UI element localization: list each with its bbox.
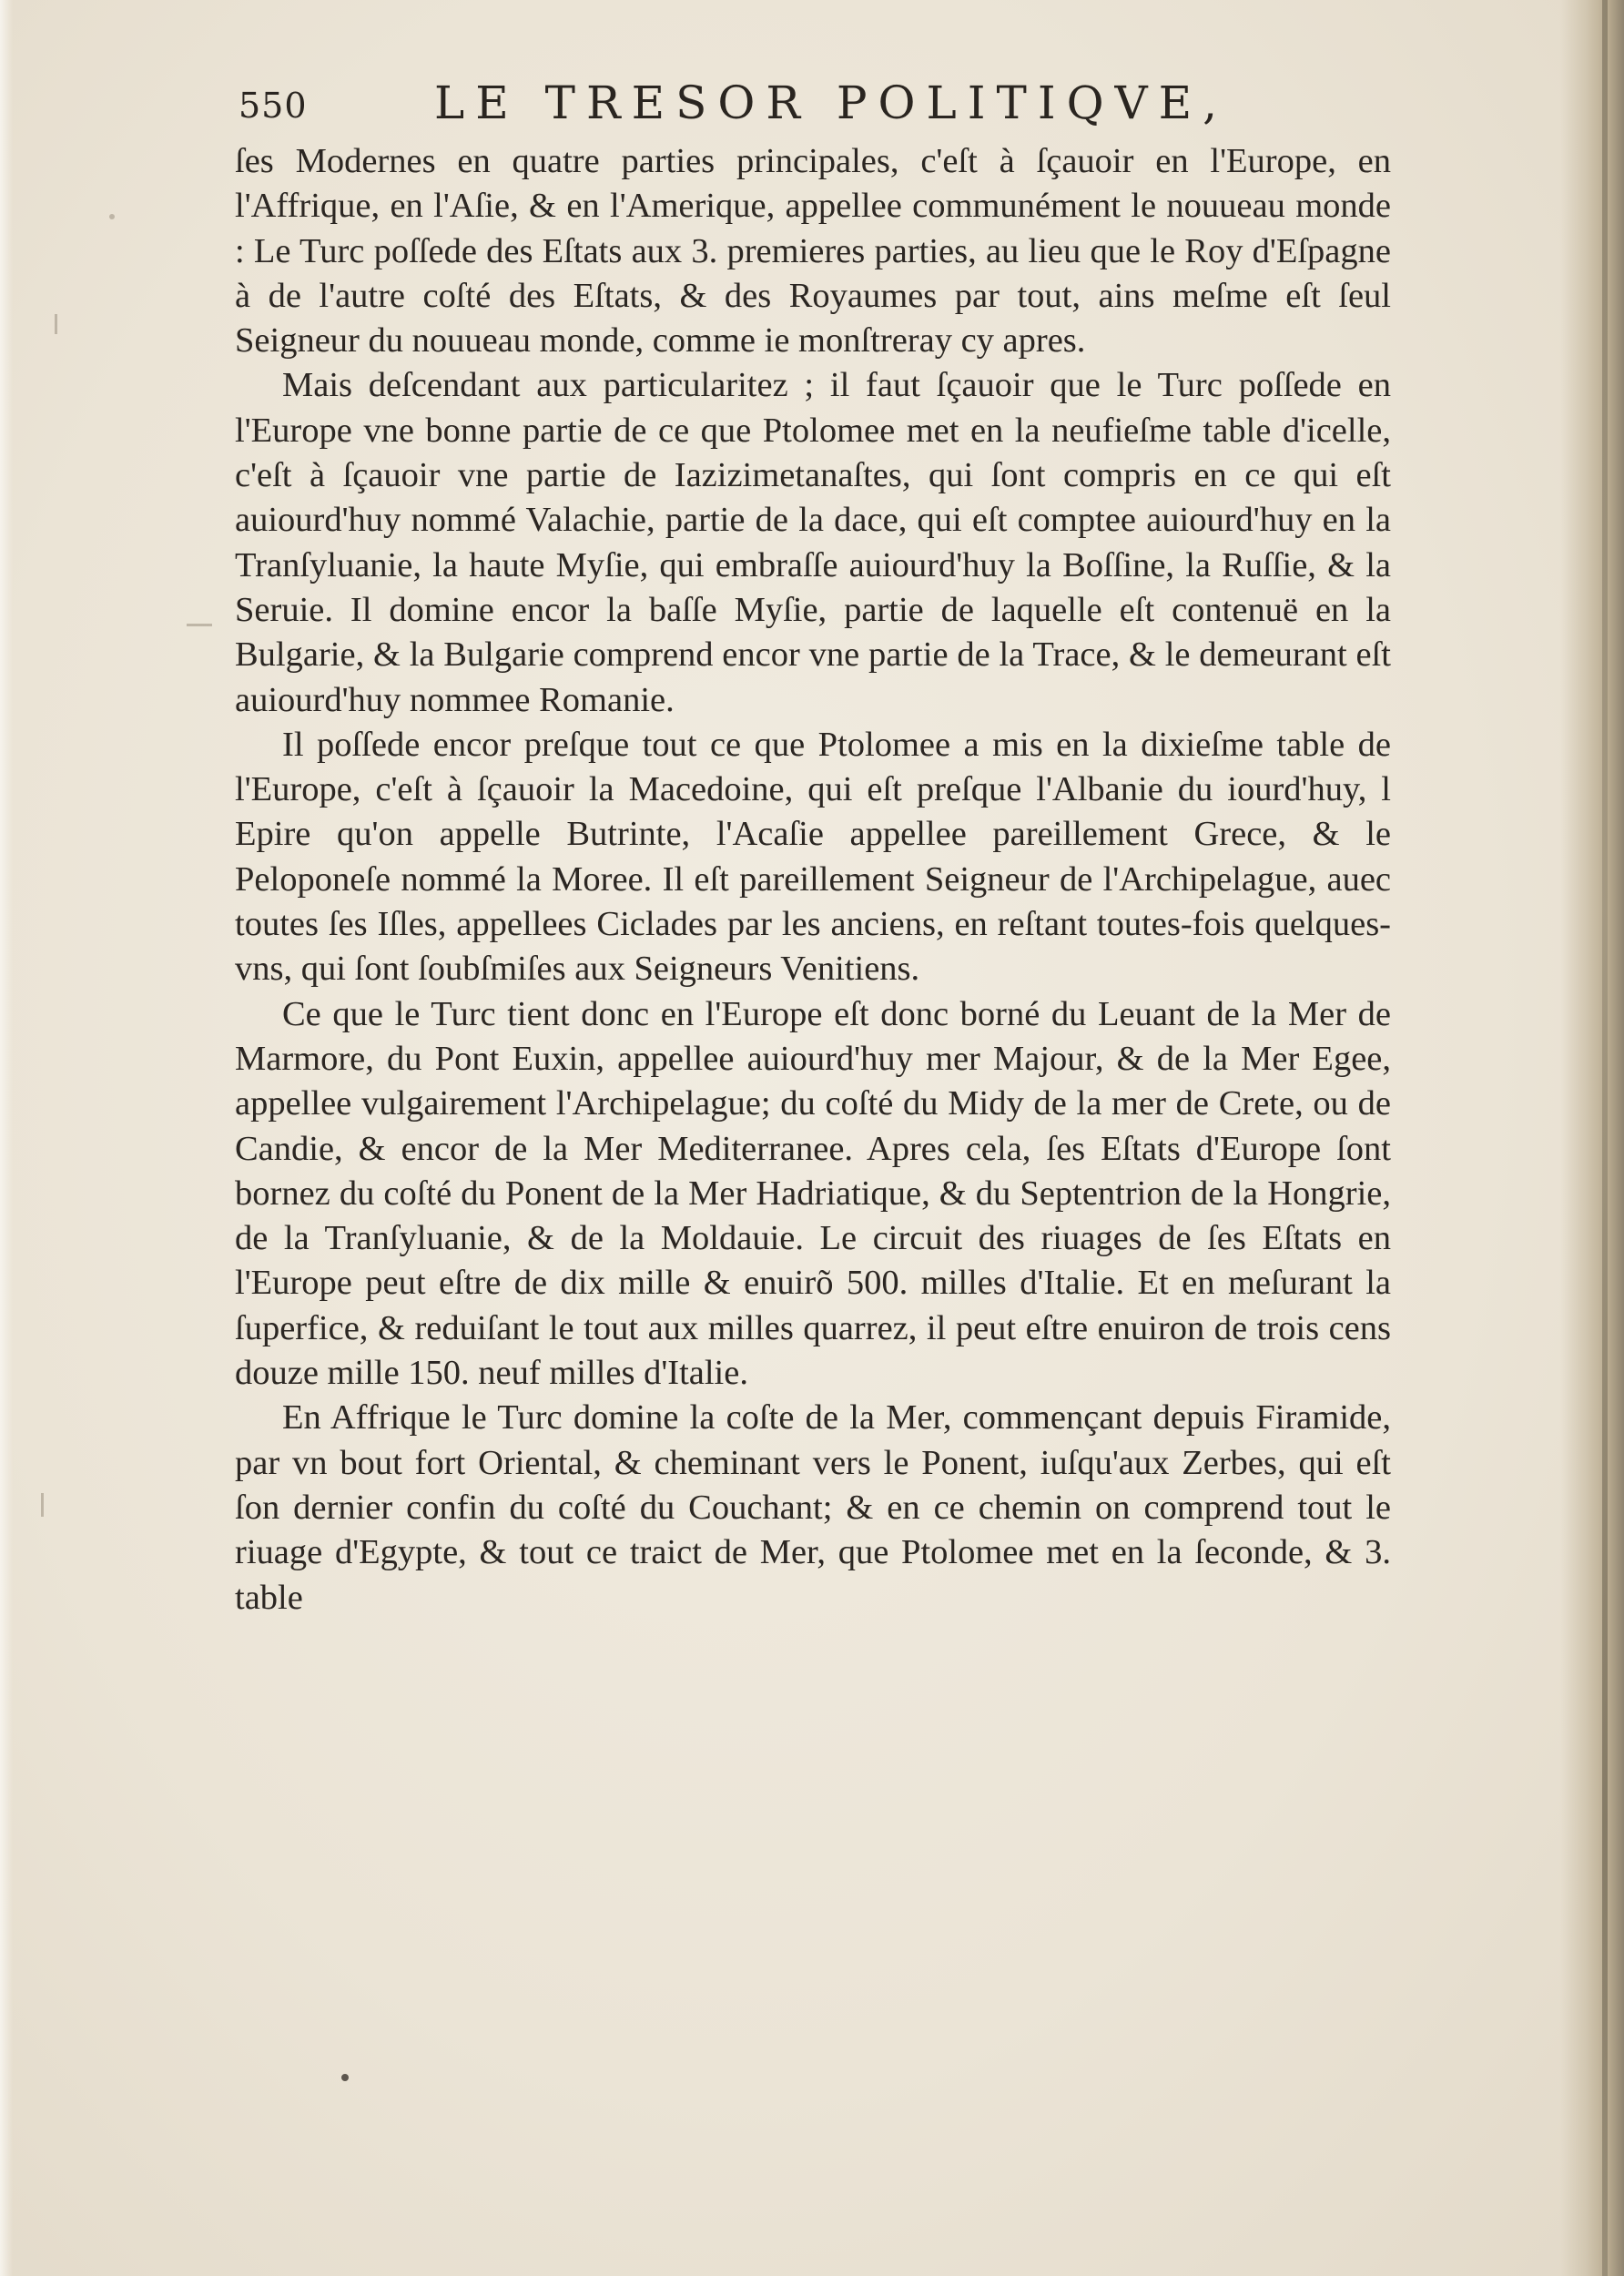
paragraph-3: Il poſſede encor preſque tout ce que Ptolomee a mis en la dixieſme table de l'Europe, c'eſt à ſçauoir la Macedoine, qui eſt preſque l'Albanie du iourd'huy, l Epire qu'on appelle Butrinte, l'Acaſie appellee pareillement Grece, & le Peloponeſe nommé la Moree. Il eſt pareillement Seigneur de l'Archipelague, auec toutes ſes Iſles, appellees Ciclades par les anciens, en reſtant toutes-fois quelques-vns, qui ſont ſoubſmiſes aux Seigneurs Venitiens.	[235, 725, 1391, 989]
paragraph-1: ſes Modernes en quatre parties principales, c'eſt à ſçauoir en l'Europe, en l'Affrique, en l'Aſie, & en l'Amerique, appellee communément le nouueau monde : Le Turc poſſede des Eſtats aux 3. premieres parties, au lieu que le Roy d'Eſpagne à de l'autre coſté des Eſtats, & des Royaumes par tout, ains meſme eſt ſeul Seigneur du nouueau monde, comme ie monſtreray cy apres.	[235, 142, 1391, 361]
margin-speck	[187, 624, 212, 626]
page-left-edge	[0, 0, 13, 2276]
margin-speck	[109, 214, 115, 219]
running-title: LE TRESOR POLITIQVE,	[434, 76, 1229, 129]
running-head	[239, 71, 1385, 135]
margin-speck	[55, 314, 57, 334]
paragraph-2: Mais deſcendant aux particularitez ; il faut ſçauoir que le Turc poſſede en l'Europe vne bonne partie de ce que Ptolomee met en la neufieſme table d'icelle, c'eſt à ſçauoir vne partie de Iazizimetanaſtes, qui ſont compris en ce qui eſt auiourd'huy nommé Valachie, partie de la dace, qui eſt comptee auiourd'huy en la Tranſyluanie, la haute Myſie, qui embraſſe auiourd'huy la Boſſine, la Ruſſie, & la Seruie. Il domine encor la baſſe Myſie, partie de laquelle eſt contenuë en la Bulgarie, & la Bulgarie comprend encor vne partie de la Trace, & le demeurant eſt auiourd'huy nommee Romanie.	[235, 366, 1391, 719]
margin-speck	[341, 2074, 349, 2081]
body-text	[235, 139, 1391, 1621]
binding-edge	[1602, 0, 1608, 2276]
paragraph-5: En Affrique le Turc domine la coſte de la Mer, commençant depuis Firamide, par vn bout fort Oriental, & cheminant vers le Ponent, iuſqu'aux Zerbes, qui eſt ſon dernier confin du coſté du Couchant; & en ce chemin on comprend tout le riuage d'Egypte, & tout ce traict de Mer, que Ptolomee met en la ſeconde, & 3. table	[235, 1398, 1391, 1617]
page-gutter-shadow	[1560, 0, 1624, 2276]
page-number: 550	[239, 86, 308, 126]
margin-speck	[41, 1493, 44, 1517]
paragraph-4: Ce que le Turc tient donc en l'Europe eſt donc borné du Leuant de la Mer de Marmore, du Pont Euxin, appellee auiourd'huy mer Majour, & de la Mer Egee, appellee vulgairement l'Archipelague; du coſté du Midy de la mer de Crete, ou de Candie, & encor de la Mer Mediterranee. Apres cela, ſes Eſtats d'Europe ſont bornez du coſté du Ponent de la Mer Hadriatique, & du Septentrion de la Hongrie, de la Tranſyluanie, & de la Moldauie. Le circuit des riuages de ſes Eſtats en l'Europe peut eſtre de dix mille & enuirõ 500. milles d'Italie. Et en meſurant la ſuperfice, & reduiſant le tout aux milles quarrez, il peut eſtre enuiron de trois cens douze mille 150. neuf milles d'Italie.	[235, 994, 1391, 1393]
